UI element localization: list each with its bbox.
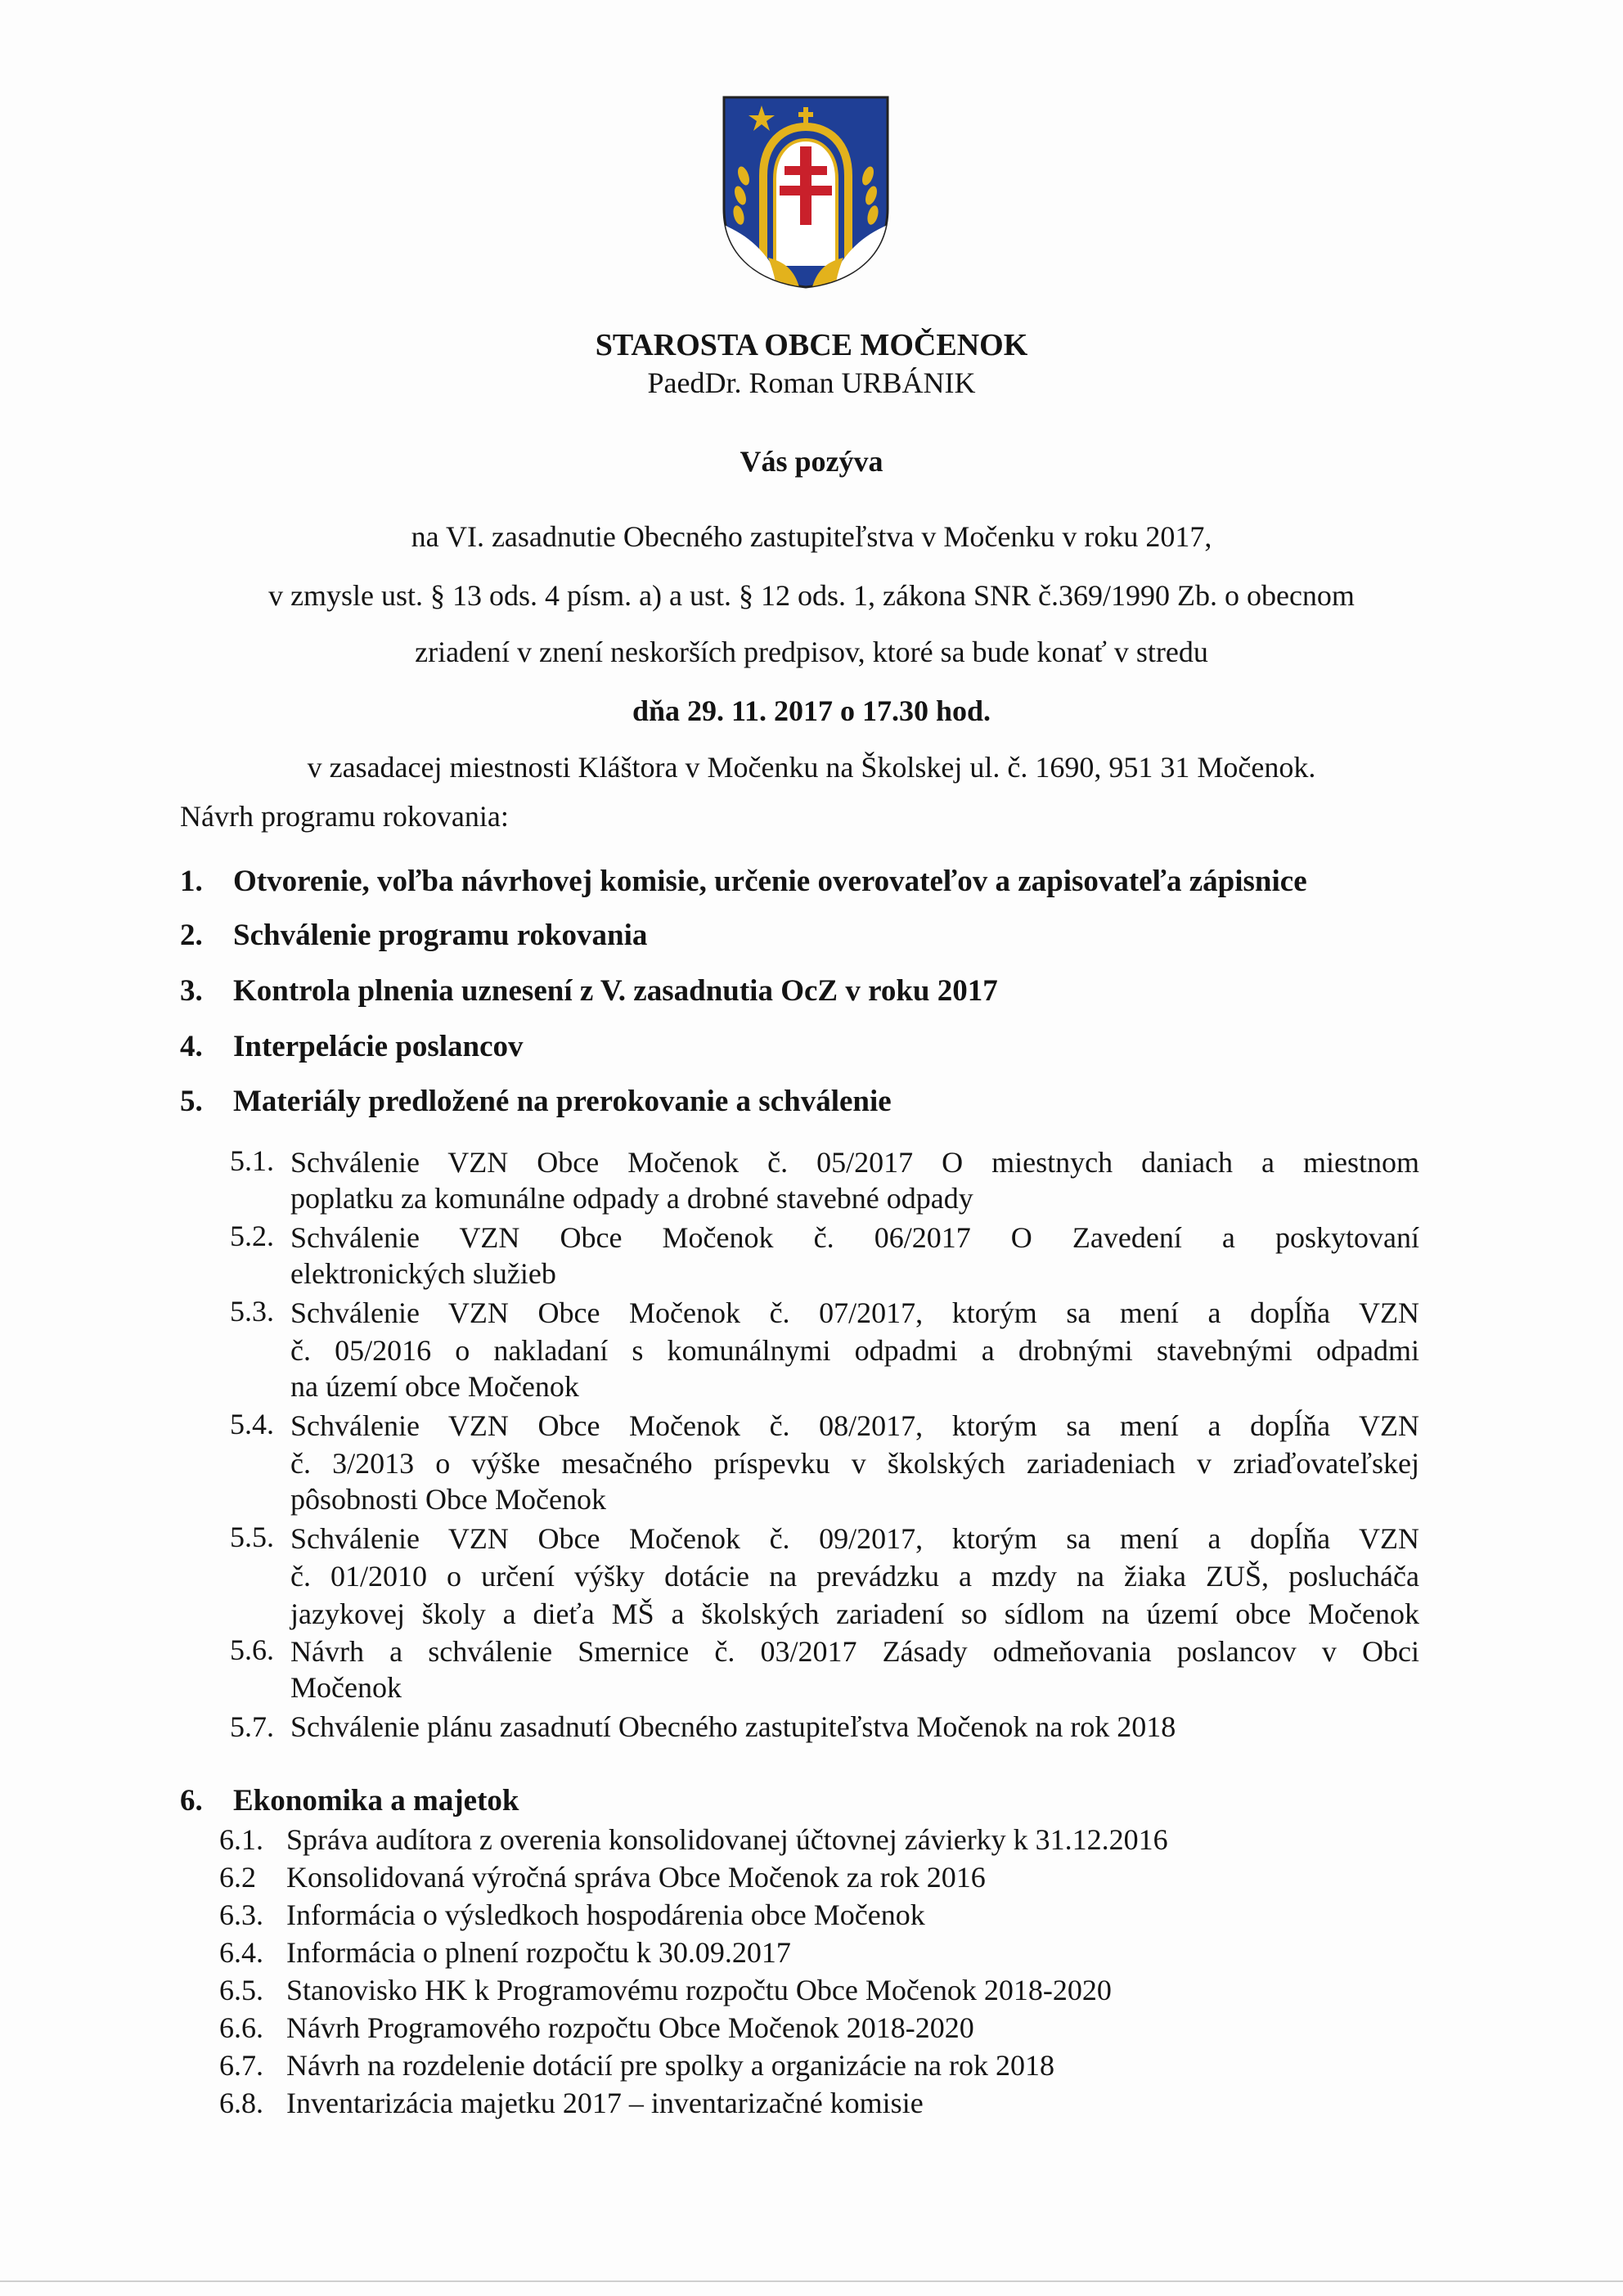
subitem-number: 5.7.	[230, 1710, 274, 1743]
subitem-number: 6.7.	[219, 2049, 263, 2082]
subitem-number: 6.3.	[219, 1898, 263, 1931]
subitem-number: 5.3.	[230, 1295, 274, 1328]
subitem-line: Schválenie plánu zasadnutí Obecného zastupiteľstva Močenok na rok 2018	[290, 1710, 1176, 1743]
subitem-number: 5.2.	[230, 1220, 274, 1252]
subitem-number: 5.5.	[230, 1521, 274, 1553]
program-label: Návrh programu rokovania:	[180, 800, 509, 833]
subitem-line: Schválenie VZN Obce Močenok č. 09/2017, ktorým sa mení a dopĺňa VZN	[290, 1522, 1419, 1555]
subitem-line: Schválenie VZN Obce Močenok č. 06/2017 O Zavedení a poskytovaní	[290, 1221, 1419, 1254]
subitem-line: poplatku za komunálne odpady a drobné stavebné odpady	[290, 1182, 973, 1215]
subitem-line: Návrh a schválenie Smernice č. 03/2017 Zásady odmeňovania poslancov v Obci	[290, 1635, 1419, 1668]
subitem-line: č. 01/2010 o určení výšky dotácie na prevádzku a mzdy na žiaka ZUŠ, poslucháča	[290, 1560, 1419, 1593]
subitem-line: Močenok	[290, 1671, 402, 1704]
subitem-line: Návrh na rozdelenie dotácií pre spolky a organizácie na rok 2018	[286, 2049, 1054, 2082]
subitem-number: 6.6.	[219, 2011, 263, 2044]
subitem-number: 5.1.	[230, 1144, 274, 1177]
subitem-line: č. 3/2013 o výške mesačného príspevku v školských zariadeniach v zriaďovateľskej	[290, 1447, 1419, 1480]
subitem-number: 6.8.	[219, 2087, 263, 2119]
program-item: Ekonomika a majetok	[233, 1784, 519, 1817]
meeting-place: v zasadacej miestnosti Kláštora v Močenku na Školskej ul. č. 1690, 951 31 Močenok.	[307, 751, 1316, 784]
program-item-number: 4.	[180, 1030, 203, 1063]
subitem-line: č. 05/2016 o nakladaní s komunálnymi odpadmi a drobnými stavebnými odpadmi	[290, 1334, 1419, 1367]
meeting-date: dňa 29. 11. 2017 o 17.30 hod.	[632, 694, 991, 727]
intro-line-3: zriadení v znení neskorších predpisov, ktoré sa bude konať v stredu	[415, 636, 1208, 668]
program-item: Interpelácie poslancov	[233, 1030, 524, 1063]
program-item-number: 5.	[180, 1085, 203, 1118]
subitem-line: Inventarizácia majetku 2017 – inventarizačné komisie	[286, 2087, 924, 2119]
subitem-line: Návrh Programového rozpočtu Obce Močenok 2018-2020	[286, 2011, 974, 2044]
program-item-number: 6.	[180, 1784, 203, 1817]
subitem-line: Informácia o plnení rozpočtu k 30.09.2017	[286, 1936, 791, 1969]
subitem-line: Informácia o výsledkoch hospodárenia obce Močenok	[286, 1898, 925, 1931]
invite-heading: Vás pozýva	[740, 445, 883, 478]
program-item: Kontrola plnenia uznesení z V. zasadnutia OcZ v roku 2017	[233, 974, 998, 1008]
scan-edge-divider	[0, 2280, 1623, 2282]
subitem-line: Schválenie VZN Obce Močenok č. 07/2017, ktorým sa mení a dopĺňa VZN	[290, 1296, 1419, 1329]
subitem-line: Schválenie VZN Obce Močenok č. 08/2017, ktorým sa mení a dopĺňa VZN	[290, 1409, 1419, 1442]
document-title: STAROSTA OBCE MOČENOK	[595, 328, 1028, 362]
subitem-line: na území obce Močenok	[290, 1370, 579, 1403]
intro-line-2: v zmysle ust. § 13 ods. 4 písm. a) a ust. § 12 ods. 1, zákona SNR č.369/1990 Zb. o obecnom	[268, 579, 1355, 612]
mayor-name: PaedDr. Roman URBÁNIK	[647, 366, 976, 399]
subitem-number: 6.2	[219, 1861, 256, 1894]
subitem-line: jazykovej školy a dieťa MŠ a školských zariadení so sídlom na území obce Močenok	[290, 1597, 1419, 1630]
subitem-line: pôsobnosti Obce Močenok	[290, 1483, 606, 1516]
subitem-number: 6.4.	[219, 1936, 263, 1969]
program-item: Materiály predložené na prerokovanie a schválenie	[233, 1085, 892, 1118]
intro-line-1: na VI. zasadnutie Obecného zastupiteľstva v Močenku v roku 2017,	[411, 520, 1212, 553]
program-item: Otvorenie, voľba návrhovej komisie, určenie overovateľov a zapisovateľa zápisnice	[233, 865, 1307, 898]
subitem-line: Stanovisko HK k Programovému rozpočtu Obce Močenok 2018-2020	[286, 1974, 1112, 2006]
program-item-number: 3.	[180, 974, 203, 1008]
program-item: Schválenie programu rokovania	[233, 919, 648, 952]
subitem-line: Schválenie VZN Obce Močenok č. 05/2017 O miestnych daniach a miestnom	[290, 1146, 1419, 1179]
subitem-line: elektronických služieb	[290, 1257, 556, 1290]
program-item-number: 1.	[180, 865, 203, 898]
subitem-number: 5.4.	[230, 1408, 274, 1440]
subitem-number: 5.6.	[230, 1633, 274, 1666]
subitem-line: Konsolidovaná výročná správa Obce Močenok za rok 2016	[286, 1861, 986, 1894]
subitem-number: 6.1.	[219, 1823, 263, 1856]
coat-of-arms-icon	[719, 94, 892, 289]
subitem-number: 6.5.	[219, 1974, 263, 2006]
program-item-number: 2.	[180, 919, 203, 952]
subitem-line: Správa audítora z overenia konsolidovanej účtovnej závierky k 31.12.2016	[286, 1823, 1168, 1856]
